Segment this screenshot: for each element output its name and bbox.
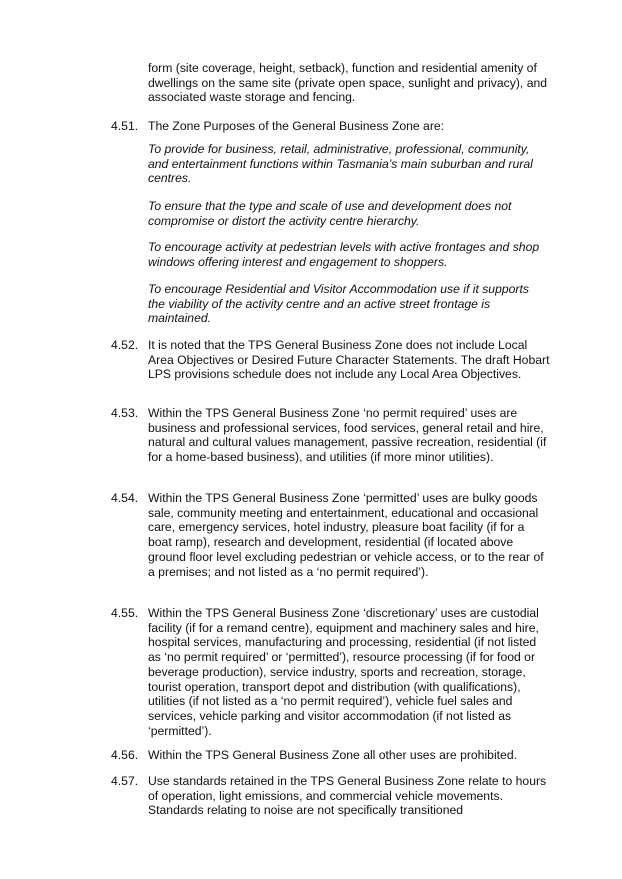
paragraph-4-53: [111, 406, 551, 465]
paragraph-number: 4.52.: [111, 338, 139, 352]
paragraph-4-55: [111, 606, 551, 738]
paragraph-number: 4.53.: [111, 406, 139, 420]
continuation-text: form (site coverage, height, setback), function and residential amenity of dwellings on the same site (private open space, sunlight and privacy), and associated waste storage and fencing.: [148, 61, 548, 105]
paragraph-text: Within the TPS General Business Zone ‘discretionary’ uses are custodial facility (if for a remand centre), equipment and machinery sales and hire, hospital services, manufacturing and processing, residential (if not listed as ‘no permit required’ or ‘permitted’), resource processing (if for food or beverage production), service industry, sports and recreation, storage, tourist operation, transport depot and distribution (with qualifications), utilities (if not listed as a ‘no permit required’), vehicle fuel sales and services, vehicle parking and visitor accommodation (if not listed as ‘permitted’).: [148, 606, 539, 738]
zone-purpose-2: To ensure that the type and scale of use and development does not compromise or distort the activity centre hierarchy.: [148, 199, 512, 228]
zone-purpose-4: To encourage Residential and Visitor Accommodation use if it supports the viability of the activity centre and an active street frontage is maintained.: [148, 282, 529, 326]
paragraph-number: 4.51.: [111, 119, 139, 133]
paragraph-number: 4.55.: [111, 606, 139, 620]
paragraph-4-52: [111, 338, 551, 382]
paragraph-text: Within the TPS General Business Zone all other uses are prohibited.: [148, 748, 517, 762]
paragraph-text: The Zone Purposes of the General Business Zone are:: [148, 119, 445, 133]
paragraph-text: Use standards retained in the TPS General Business Zone relate to hours of operation, light emissions, and commercial vehicle movements. Standards relating to noise are not specifically transitioned: [148, 774, 547, 818]
paragraph-text: Within the TPS General Business Zone ‘permitted’ uses are bulky goods sale, community meeting and entertainment, educational and occasional care, emergency services, hotel industry, pleasure boat facility (if for a boat ramp), research and development, residential (if located above ground floor level excluding pedestrian or vehicle access, or to the rear of a premises; and not listed as a ‘no permit required’).: [148, 491, 544, 579]
paragraph-4-51: [111, 119, 551, 134]
paragraph-text: It is noted that the TPS General Business Zone does not include Local Area Objectives or Desired Future Character Statements. The draft Hobart LPS provisions schedule does not include any Local Area Objectives.: [148, 338, 550, 382]
zone-purpose-3: To encourage activity at pedestrian levels with active frontages and shop windows offering interest and engagement to shoppers.: [148, 240, 540, 269]
paragraph-number: 4.54.: [111, 491, 139, 505]
paragraph-text: Within the TPS General Business Zone ‘no permit required’ uses are business and professional services, food services, general retail and hire, natural and cultural values management, passive recreation, residential (if for a home-based business), and utilities (if more minor utilities).: [148, 406, 547, 465]
paragraph-number: 4.57.: [111, 774, 139, 788]
paragraph-4-54: [111, 491, 551, 579]
paragraph-4-57: [111, 774, 551, 818]
paragraph-4-56: [111, 748, 551, 763]
zone-purpose-1: To provide for business, retail, administrative, professional, community, and entertainment functions within Tasmania’s main suburban and rural centres.: [148, 142, 533, 186]
paragraph-number: 4.56.: [111, 748, 139, 762]
